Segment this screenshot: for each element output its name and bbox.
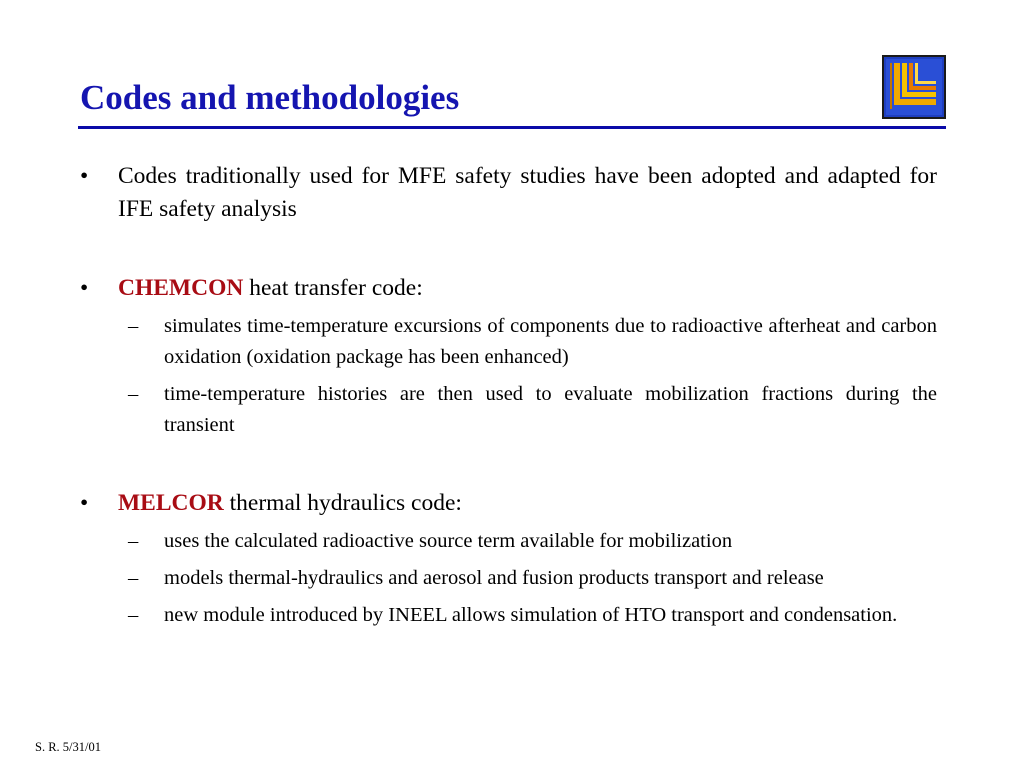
slide-body bbox=[80, 160, 937, 631]
footer-date-stamp: S. R. 5/31/01 bbox=[35, 740, 101, 754]
sub-text: simulates time-temperature excursions of components due to radioactive afterheat and carbon oxidation (oxidation package has been enhanced) bbox=[164, 315, 937, 368]
bullet-chemcon bbox=[80, 272, 937, 305]
sub-item bbox=[80, 311, 937, 373]
sub-text: uses the calculated radioactive source term available for mobilization bbox=[164, 530, 733, 552]
slide-title: Codes and methodologies bbox=[80, 78, 460, 117]
sub-item bbox=[80, 379, 937, 441]
sub-dash: – bbox=[128, 567, 139, 589]
sub-dash: – bbox=[128, 383, 139, 405]
sub-item bbox=[80, 526, 937, 557]
sub-text: models thermal-hydraulics and aerosol and fusion products transport and release bbox=[164, 567, 824, 589]
title-rule bbox=[78, 126, 946, 129]
sub-item bbox=[80, 600, 937, 631]
bullet-term-melcor: MELCOR bbox=[118, 490, 224, 516]
sub-dash: – bbox=[128, 604, 139, 626]
melcor-sub-list bbox=[80, 526, 937, 631]
bullet-codes-adopted bbox=[80, 160, 937, 226]
llnl-logo bbox=[882, 55, 946, 119]
chemcon-sub-list bbox=[80, 311, 937, 441]
bullet-melcor bbox=[80, 487, 937, 520]
bullet-text: thermal hydraulics code: bbox=[223, 490, 462, 516]
bullet-term-chemcon: CHEMCON bbox=[118, 275, 244, 301]
bullet-marker: • bbox=[80, 490, 89, 516]
sub-item bbox=[80, 563, 937, 594]
sub-text: new module introduced by INEEL allows simulation of HTO transport and condensation. bbox=[164, 604, 898, 626]
sub-dash: – bbox=[128, 530, 139, 552]
bullet-text: heat transfer code: bbox=[243, 275, 423, 301]
sub-dash: – bbox=[128, 315, 139, 337]
bullet-marker: • bbox=[80, 275, 89, 301]
bullet-marker: • bbox=[80, 163, 89, 189]
bullet-text: Codes traditionally used for MFE safety studies have been adopted and adapted for IFE safety analysis bbox=[118, 163, 937, 222]
sub-text: time-temperature histories are then used to evaluate mobilization fractions during the transient bbox=[164, 383, 937, 436]
